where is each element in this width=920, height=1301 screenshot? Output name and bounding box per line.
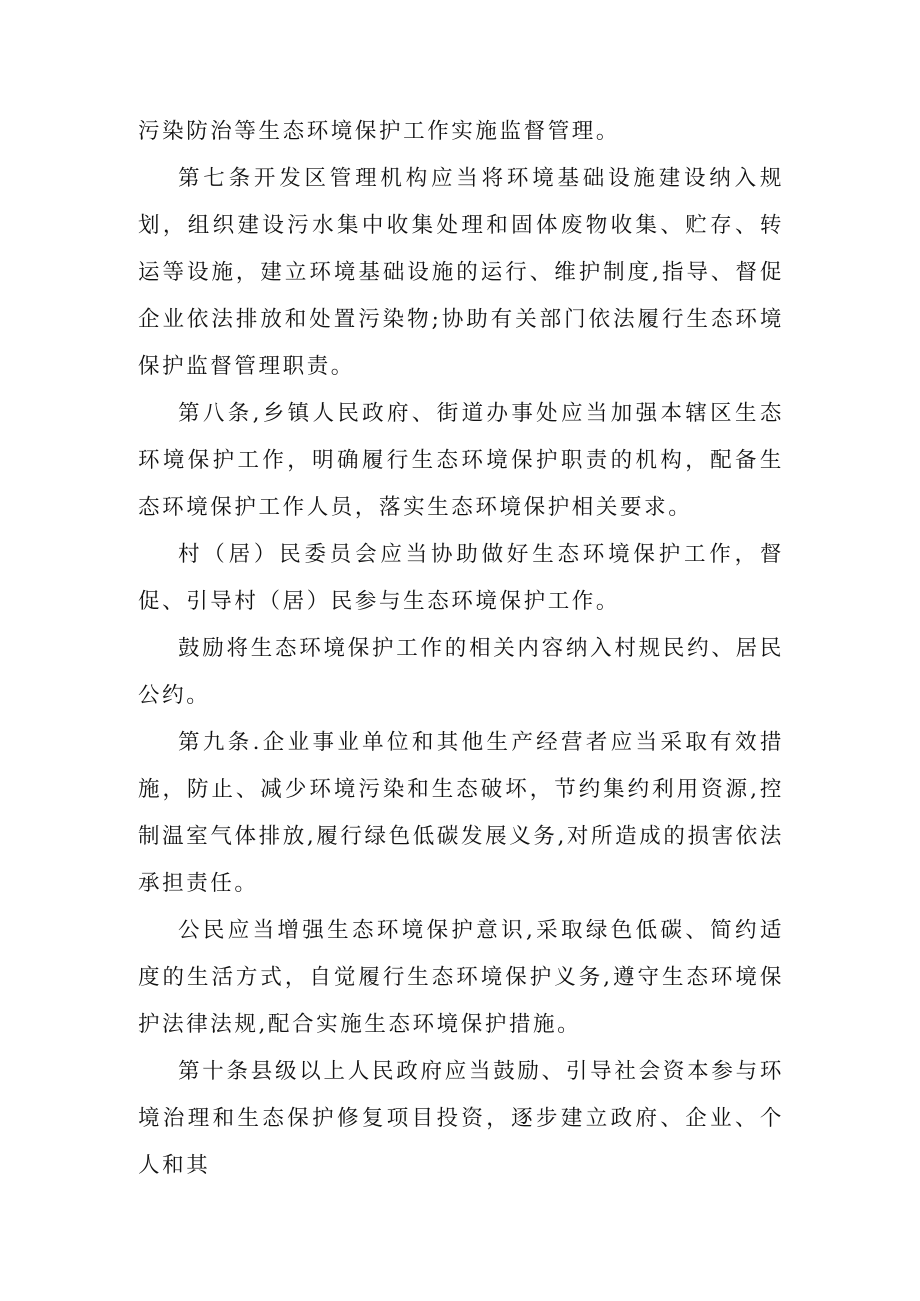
paragraph-1: 污染防治等生态环境保护工作实施监督管理。 (138, 119, 621, 144)
paragraph-article-7: 第七条开发区管理机构应当将环境基础设施建设纳入规划，组织建设污水集中收集处理和固体废物收集、贮存、转运等设施，建立环境基础设施的运行、维护制度,指导、督促企业依法排放和处置污染物;协助有关部门依法履行生态环境保护监督管理职责。 (138, 166, 784, 379)
paragraph-citizens: 公民应当增强生态环境保护意识,采取绿色低碳、简约适度的生活方式，自觉履行生态环境保护义务,遵守生态环境保护法律法规,配合实施生态环境保护措施。 (138, 918, 784, 1037)
paragraph-article-8: 第八条,乡镇人民政府、街道办事处应当加强本辖区生态环境保护工作，明确履行生态环境保护职责的机构，配备生态环境保护工作人员，落实生态环境保护相关要求。 (138, 401, 784, 520)
paragraph-article-9: 第九条.企业事业单位和其他生产经营者应当采取有效措施，防止、减少环境污染和生态破坏，节约集约利用资源,控制温室气体排放,履行绿色低碳发展义务,对所造成的损害依法承担责任。 (138, 730, 784, 896)
paragraph-village-committee: 村（居）民委员会应当协助做好生态环境保护工作，督促、引导村（居）民参与生态环境保护工作。 (138, 542, 784, 614)
paragraph-article-10: 第十条县级以上人民政府应当鼓励、引导社会资本参与环境治理和生态保护修复项目投资，逐步建立政府、企业、个人和其 (138, 1059, 784, 1178)
paragraph-village-rules: 鼓励将生态环境保护工作的相关内容纳入村规民约、居民公约。 (138, 636, 784, 708)
document-body (138, 108, 784, 1189)
